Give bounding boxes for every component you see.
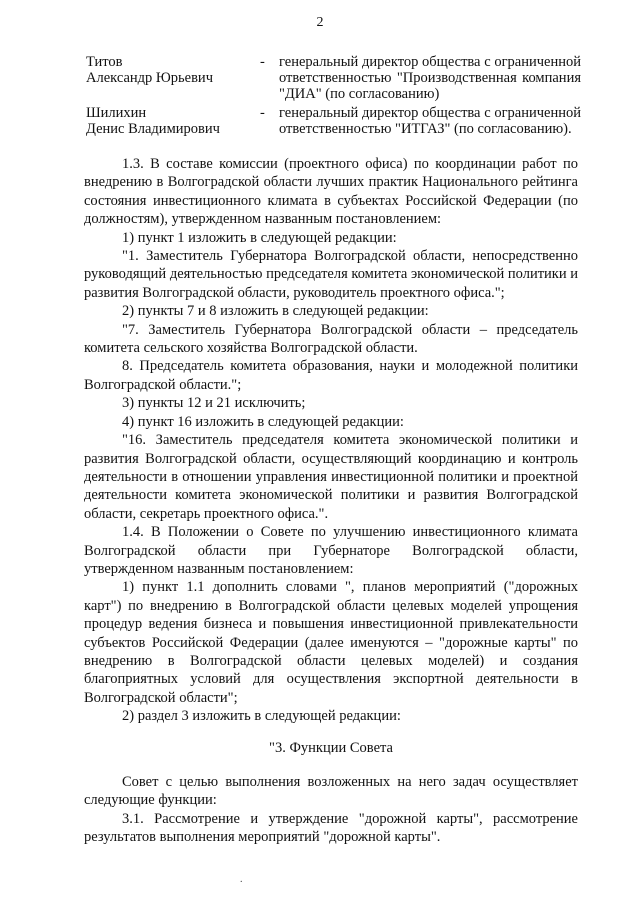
member-name [86, 54, 251, 86]
member-dash: - [260, 105, 265, 121]
member-given-names: Александр Юрьевич [86, 70, 213, 86]
paragraph: 2) раздел 3 изложить в следующей редакции: [122, 708, 401, 725]
member-role: генеральный директор общества с ограниченной ответственностью "Производственная компания "ДИА" (по согласованию) [279, 54, 581, 102]
member-surname: Титов [86, 54, 123, 70]
paragraph: 8. Председатель комитета образования, науки и молодежной политики Волгоградской области."; [84, 358, 578, 393]
paragraph: 1) пункт 1.1 дополнить словами ", планов мероприятий ("дорожных карт") по внедрению в Волгоградской области целевых моделей упрощения процедур ведения бизнеса и повышения инвестиционной привлекательности субъектов Российской Федерации (далее именуются – "дорожные карты" по внедрению в Волгоградской области целевых моделей) и создания благоприятных условий для осуществления экспортной деятельности в Волгоградской области"; [84, 579, 578, 706]
paragraph: "1. Заместитель Губернатора Волгоградской области, непосредственно руководящий деятельностью председателя комитета экономической политики и развития Волгоградской области, руководитель проектного офиса."; [84, 248, 578, 301]
paragraph: 3) пункты 12 и 21 исключить; [122, 395, 306, 412]
paragraph: "16. Заместитель председателя комитета экономической политики и развития Волгоградской области, осуществляющий координацию и контроль деятельности в отношении управления инвестиционной политики и проектной деятельности комитета экономической политики и развития Волгоградской области, секретарь проектного офиса.". [84, 432, 578, 522]
member-given-names: Денис Владимирович [86, 121, 220, 137]
paragraph: 2) пункты 7 и 8 изложить в следующей редакции: [122, 303, 429, 320]
paragraph: Совет с целью выполнения возложенных на него задач осуществляет следующие функции: [84, 774, 578, 809]
section-heading: "3. Функции Совета [269, 739, 393, 756]
member-name [86, 105, 251, 137]
member-surname: Шилихин [86, 105, 147, 121]
paragraph: 4) пункт 16 изложить в следующей редакции: [122, 413, 404, 430]
paragraph: 1.4. В Положении о Совете по улучшению инвестиционного климата Волгоградской области при Губернаторе Волгоградской области, утвержденном названным постановлением: [84, 524, 578, 577]
paragraph: 1.3. В составе комиссии (проектного офиса) по координации работ по внедрению в Волгоградской области лучших практик Национального рейтинга состояния инвестиционного климата в субъектах Российской Федерации (по должностям), утвержденном названным постановлением: [84, 156, 578, 228]
page-number: 2 [316, 15, 324, 30]
paragraph: "7. Заместитель Губернатора Волгоградской области – председатель комитета сельского хозяйства Волгоградской области. [84, 321, 578, 357]
member-dash: - [260, 54, 265, 70]
footer-mark: . [240, 874, 243, 885]
paragraph: 1) пункт 1 изложить в следующей редакции: [122, 229, 397, 246]
paragraph: 3.1. Рассмотрение и утверждение "дорожной карты", рассмотрение результатов выполнения мероприятий "дорожной карты". [84, 810, 578, 846]
member-role: генеральный директор общества с ограниченной ответственностью "ИТГАЗ" (по согласованию). [279, 105, 581, 137]
document-body [84, 155, 578, 847]
